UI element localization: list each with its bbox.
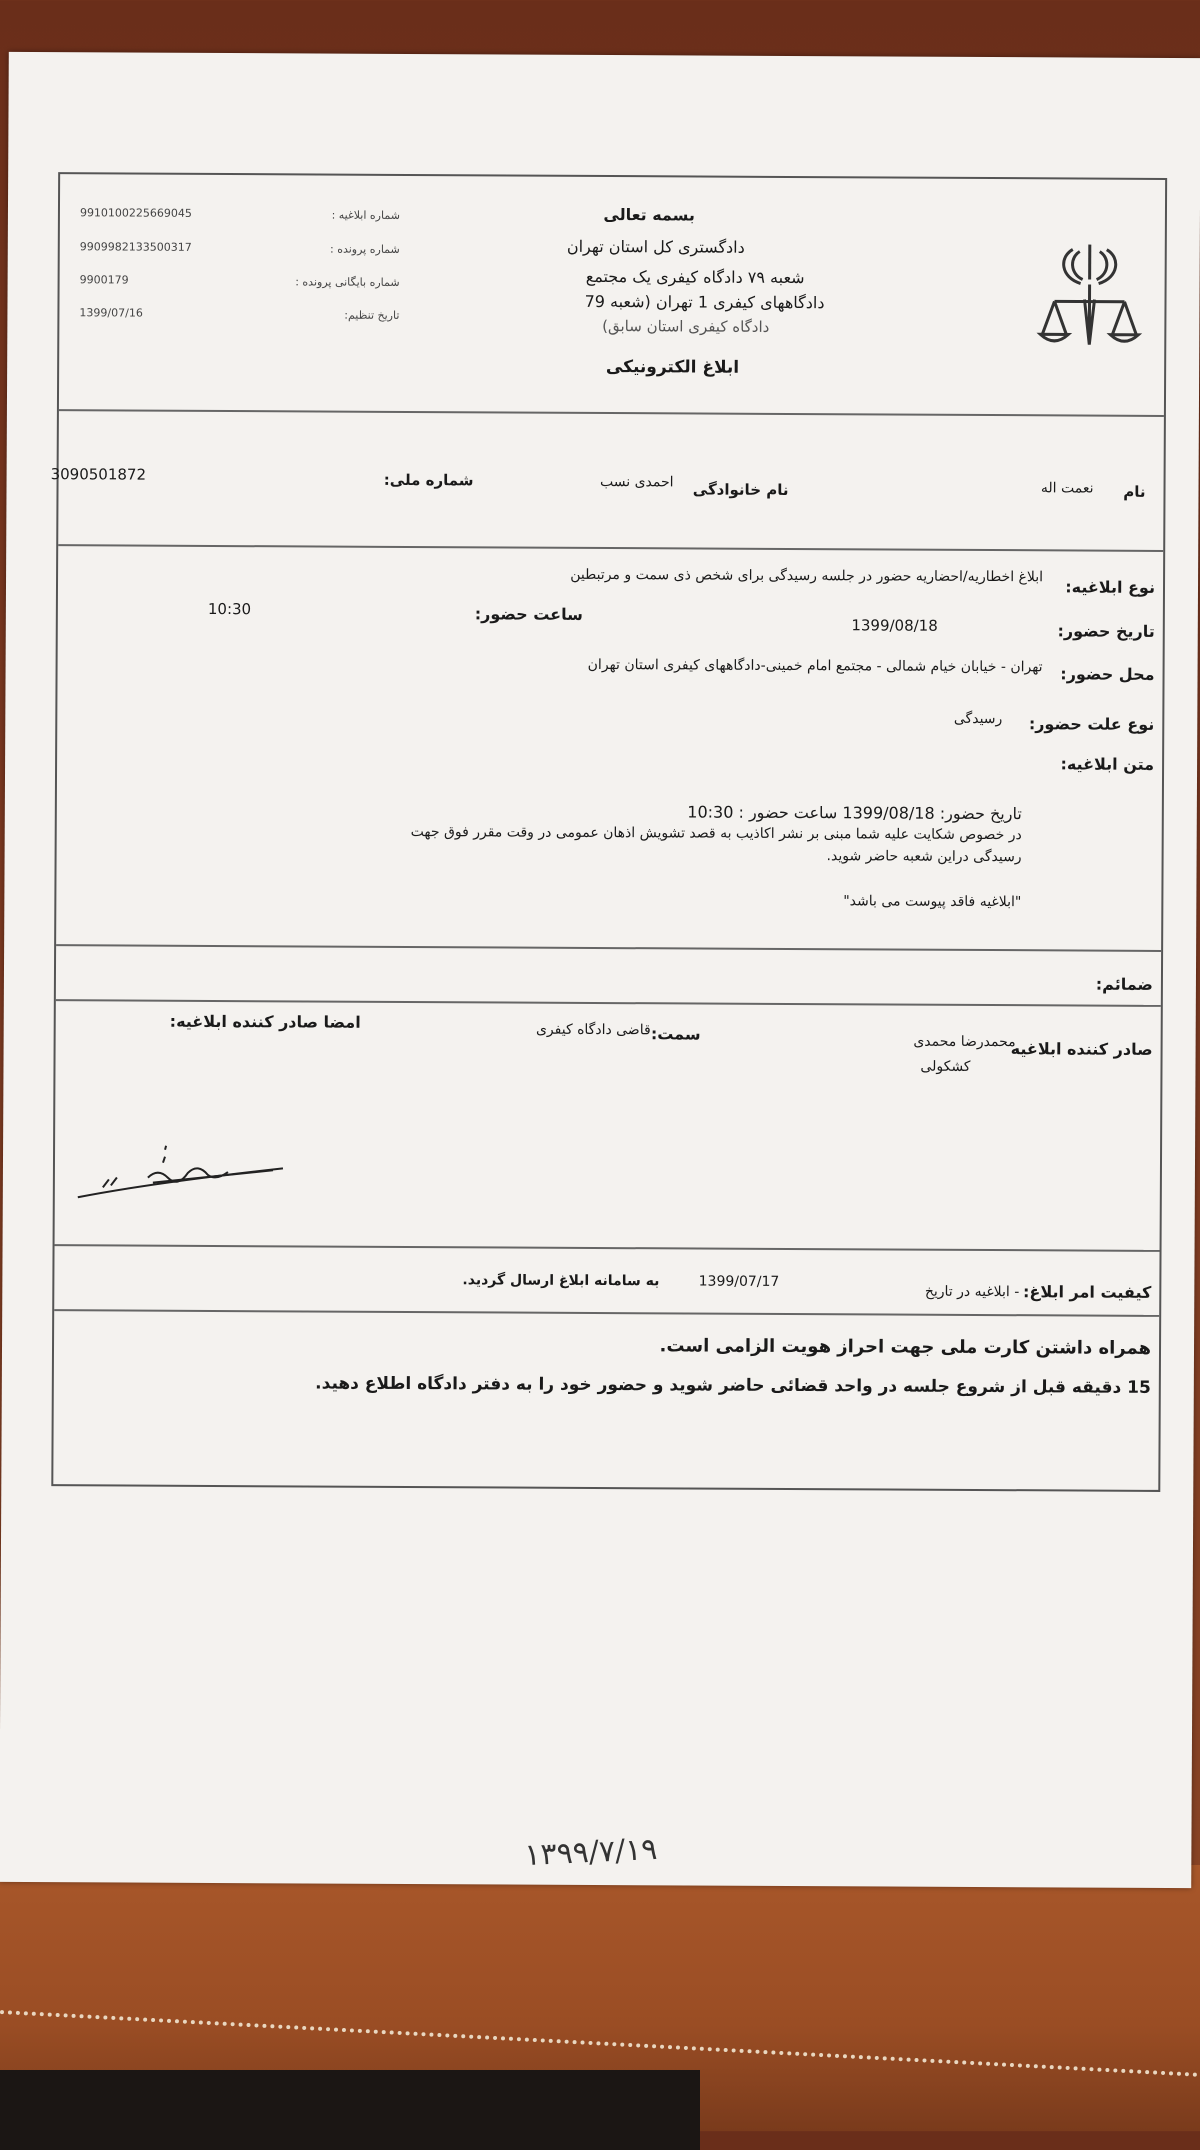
issuer-section <box>55 999 1161 1252</box>
attendance-time-value: 10:30 <box>207 599 252 619</box>
attendance-place-label: محل حضور: <box>1060 664 1155 684</box>
issuer-name-line-2: کشکولی <box>920 1058 971 1075</box>
attendance-date-label: تاریخ حضور: <box>1057 621 1155 641</box>
bismillah-heading: بسمه تعالی <box>603 205 696 225</box>
issuer-label: صادر کننده ابلاغیه <box>1010 1039 1153 1059</box>
last-name-label: نام خانوادگی <box>692 480 789 499</box>
signature-label: امضا صادر کننده ابلاغیه: <box>169 1011 361 1032</box>
national-id-value: 3090501872 <box>50 465 147 484</box>
meta-value-archive-no: 9900179 <box>79 273 129 287</box>
paper-sheet <box>0 52 1200 1888</box>
first-name-value: نعمت اله <box>1040 480 1094 497</box>
footer-note-id-card: همراه داشتن کارت ملی جهت احراز هویت الزامی است. <box>659 1335 1152 1359</box>
org-line-3: دادگاههای کیفری 1 تهران (شعبه 79 <box>584 291 825 313</box>
meta-value-notice-no: 9910100225669045 <box>79 206 192 220</box>
role-value: قاضی دادگاه کیفری <box>535 1021 651 1039</box>
attendance-time-label: ساعت حضور: <box>474 604 583 624</box>
delivery-prefix: - ابلاغیه در تاریخ <box>924 1283 1020 1301</box>
document-title: ابلاغ الکترونیکی <box>605 357 740 378</box>
notice-type-label: نوع ابلاغیه: <box>1065 577 1156 597</box>
meta-value-issue-date: 1399/07/16 <box>79 306 143 320</box>
issuer-name-line-1: محمدرضا محمدی <box>913 1033 1016 1051</box>
org-line-4: دادگاه کیفری استان سابق) <box>602 317 770 336</box>
header-section <box>59 174 1165 417</box>
person-section <box>50 409 1164 552</box>
handwritten-date: ۱۳۹۹/۷/۱۹ <box>523 1831 659 1874</box>
first-name-label: نام <box>1123 482 1146 501</box>
org-line-2: شعبه ۷۹ دادگاه کیفری یک مجتمع <box>585 266 805 288</box>
org-line-1: دادگستری کل استان تهران <box>566 236 745 257</box>
notice-text-line-1: تاریخ حضور: 1399/08/18 ساعت حضور : 10:30 <box>687 802 1022 824</box>
role-label: سمت: <box>650 1024 701 1044</box>
notice-section <box>56 544 1163 952</box>
meta-value-case-no: 9909982133500317 <box>79 240 192 254</box>
meta-label-archive-no: شماره بایگانی پرونده : <box>295 275 400 289</box>
delivery-suffix: به سامانه ابلاغ ارسال گردید. <box>462 1272 660 1290</box>
attachment-note: "ابلاغیه فاقد پیوست می باشد" <box>843 893 1022 911</box>
meta-label-case-no: شماره پرونده : <box>329 242 400 256</box>
meta-label-notice-no: شماره ابلاغیه : <box>331 208 400 222</box>
attachments-label: ضمائم: <box>1095 974 1153 994</box>
background-shadow <box>0 2070 700 2150</box>
attachments-section <box>56 944 1161 1007</box>
reason-value: رسیدگی <box>953 710 1003 728</box>
footer-note-arrival: 15 دقیقه قبل از شروع جلسه در واحد قضائی حاضر شوید و حضور خود را به دفتر دادگاه اطلاع دهید. <box>315 1373 1151 1398</box>
national-id-label: شماره ملی: <box>383 470 474 490</box>
reason-label: نوع علت حضور: <box>1028 714 1155 734</box>
delivery-section <box>54 1244 1159 1317</box>
delivery-label: کیفیت امر ابلاغ: <box>1022 1282 1152 1302</box>
notice-text-line-2: در خصوص شکایت علیه شما مبنی بر نشر اکاذیب به قصد تشویش اذهان عمومی در وقت مقرر فوق جهت <box>410 824 1022 844</box>
notice-form <box>51 172 1167 1492</box>
meta-label-issue-date: تاریخ تنظیم: <box>344 308 400 322</box>
signature-mark-icon <box>73 1137 293 1208</box>
notice-type-value: ابلاغ اخطاریه/احضاریه حضور در جلسه رسیدگی برای شخص ذی سمت و مرتبطین <box>570 566 1044 586</box>
last-name-value: احمدی نسب <box>599 473 674 491</box>
attendance-place-value: تهران - خیابان خیام شمالی - مجتمع امام خمینی-دادگاههای کیفری استان تهران <box>587 656 1043 676</box>
attendance-date-value: 1399/08/18 <box>851 616 938 635</box>
notice-text-line-3: رسیدگی دراین شعبه حاضر شوید. <box>826 848 1022 866</box>
notice-text-label: متن ابلاغیه: <box>1060 754 1155 774</box>
judiciary-emblem-icon <box>1034 239 1145 355</box>
delivery-date: 1399/07/17 <box>698 1273 780 1290</box>
